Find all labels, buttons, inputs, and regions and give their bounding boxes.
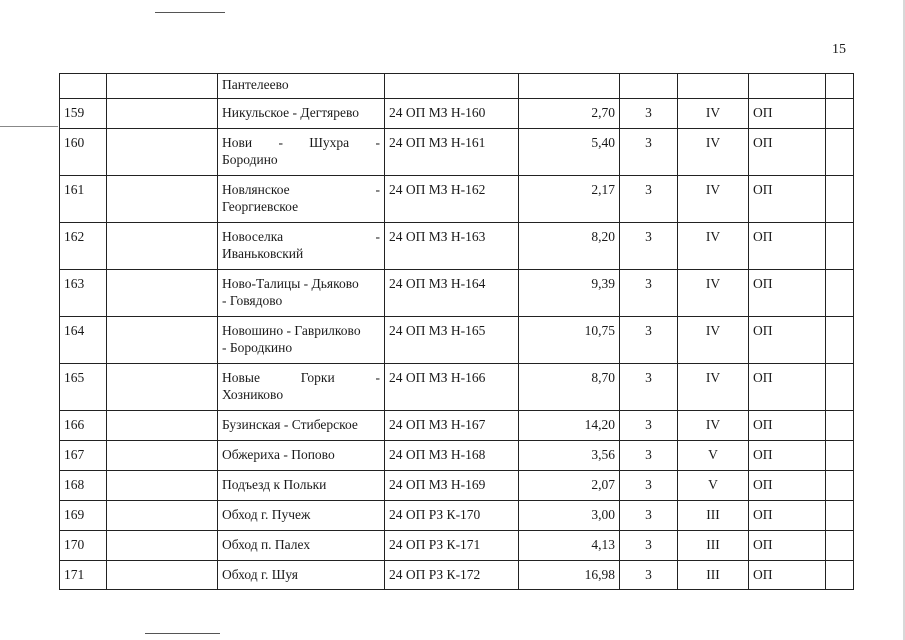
cell-road-name bbox=[218, 129, 385, 176]
road-name-line: Нови - Шухра - bbox=[222, 135, 380, 150]
cell-length: 9,39 bbox=[519, 270, 620, 317]
cell-type: ОП bbox=[749, 99, 826, 129]
cell-road-id: 24 ОП МЗ Н-165 bbox=[385, 317, 519, 364]
cell-class: V bbox=[678, 471, 749, 501]
cell-category: 3 bbox=[620, 223, 678, 270]
cell-type: ОП bbox=[749, 364, 826, 411]
cell-category: 3 bbox=[620, 364, 678, 411]
cell-blank bbox=[826, 270, 854, 317]
cell-category bbox=[620, 74, 678, 99]
cell-blank bbox=[107, 176, 218, 223]
cell-type: ОП bbox=[749, 176, 826, 223]
cell-category: 3 bbox=[620, 411, 678, 441]
cell-blank bbox=[826, 317, 854, 364]
table-row bbox=[60, 129, 854, 176]
road-name-line: Никульское - Дегтярево bbox=[222, 105, 360, 120]
scan-mark-bottom bbox=[145, 633, 220, 634]
cell-blank bbox=[107, 561, 218, 590]
table-row bbox=[60, 561, 854, 590]
cell-class: IV bbox=[678, 270, 749, 317]
road-name-line: Обжериха - Попово bbox=[222, 447, 335, 462]
cell-road-name: Пантелеево bbox=[218, 74, 385, 99]
cell-type: ОП bbox=[749, 270, 826, 317]
cell-blank bbox=[826, 441, 854, 471]
cell-category: 3 bbox=[620, 270, 678, 317]
cell-length: 2,70 bbox=[519, 99, 620, 129]
cell-type: ОП bbox=[749, 531, 826, 561]
table-row bbox=[60, 471, 854, 501]
cell-road-name bbox=[218, 531, 385, 561]
cell-type: ОП bbox=[749, 317, 826, 364]
cell-blank bbox=[107, 74, 218, 99]
cell-road-name bbox=[218, 471, 385, 501]
cell-road-id bbox=[385, 74, 519, 99]
scan-mark-left bbox=[0, 126, 58, 127]
cell-class: III bbox=[678, 501, 749, 531]
cell-road-id: 24 ОП РЗ К-170 bbox=[385, 501, 519, 531]
cell-road-name bbox=[218, 223, 385, 270]
cell-num: 168 bbox=[60, 471, 107, 501]
cell-category: 3 bbox=[620, 561, 678, 590]
cell-category: 3 bbox=[620, 441, 678, 471]
table-row bbox=[60, 223, 854, 270]
road-name-line: Новоселка - bbox=[222, 229, 380, 244]
cell-class: IV bbox=[678, 223, 749, 270]
cell-class: IV bbox=[678, 317, 749, 364]
cell-num: 165 bbox=[60, 364, 107, 411]
cell-blank bbox=[107, 129, 218, 176]
table-row bbox=[60, 74, 854, 99]
cell-class: IV bbox=[678, 99, 749, 129]
cell-blank bbox=[826, 129, 854, 176]
road-name-line: Бузинская - Стиберское bbox=[222, 417, 358, 432]
road-name-line: Обход г. Пучеж bbox=[222, 507, 311, 522]
cell-class: IV bbox=[678, 411, 749, 441]
cell-num: 163 bbox=[60, 270, 107, 317]
cell-road-id: 24 ОП МЗ Н-169 bbox=[385, 471, 519, 501]
cell-blank bbox=[826, 74, 854, 99]
table-row bbox=[60, 531, 854, 561]
road-name-line: Новошино - Гаврилково bbox=[222, 323, 361, 338]
cell-blank bbox=[107, 471, 218, 501]
cell-blank bbox=[826, 223, 854, 270]
cell-class: IV bbox=[678, 176, 749, 223]
cell-length: 3,00 bbox=[519, 501, 620, 531]
cell-blank bbox=[826, 501, 854, 531]
cell-num: 160 bbox=[60, 129, 107, 176]
cell-road-id: 24 ОП РЗ К-171 bbox=[385, 531, 519, 561]
cell-num: 167 bbox=[60, 441, 107, 471]
cell-blank bbox=[826, 411, 854, 441]
cell-blank bbox=[107, 441, 218, 471]
road-name-line: Новые Горки - bbox=[222, 370, 380, 385]
cell-road-name bbox=[218, 411, 385, 441]
cell-type: ОП bbox=[749, 441, 826, 471]
cell-type: ОП bbox=[749, 561, 826, 590]
cell-category: 3 bbox=[620, 531, 678, 561]
cell-blank bbox=[826, 99, 854, 129]
road-name-line: Обход г. Шуя bbox=[222, 567, 298, 582]
cell-road-name bbox=[218, 317, 385, 364]
road-name-line: Ново-Талицы - Дьяково bbox=[222, 276, 359, 291]
cell-road-id: 24 ОП МЗ Н-161 bbox=[385, 129, 519, 176]
cell-blank bbox=[107, 223, 218, 270]
table-row bbox=[60, 99, 854, 129]
cell-type: ОП bbox=[749, 129, 826, 176]
cell-road-id: 24 ОП МЗ Н-167 bbox=[385, 411, 519, 441]
cell-road-id: 24 ОП МЗ Н-162 bbox=[385, 176, 519, 223]
cell-length: 8,20 bbox=[519, 223, 620, 270]
cell-blank bbox=[826, 471, 854, 501]
cell-blank bbox=[826, 561, 854, 590]
road-register-table bbox=[59, 73, 854, 590]
cell-length: 14,20 bbox=[519, 411, 620, 441]
road-name-line: Подъезд к Польки bbox=[222, 477, 327, 492]
cell-category: 3 bbox=[620, 176, 678, 223]
cell-length: 2,07 bbox=[519, 471, 620, 501]
cell-type: ОП bbox=[749, 501, 826, 531]
cell-num: 166 bbox=[60, 411, 107, 441]
road-name-line: Георгиевское bbox=[222, 199, 299, 214]
cell-blank bbox=[107, 531, 218, 561]
cell-num: 164 bbox=[60, 317, 107, 364]
cell-category: 3 bbox=[620, 99, 678, 129]
cell-blank bbox=[826, 364, 854, 411]
cell-road-name bbox=[218, 441, 385, 471]
cell-class: IV bbox=[678, 364, 749, 411]
road-name-line: Обход п. Палех bbox=[222, 537, 311, 552]
scan-mark-top bbox=[155, 12, 225, 13]
cell-length: 10,75 bbox=[519, 317, 620, 364]
cell-category: 3 bbox=[620, 471, 678, 501]
cell-length: 4,13 bbox=[519, 531, 620, 561]
cell-type bbox=[749, 74, 826, 99]
cell-blank bbox=[107, 364, 218, 411]
road-name-line: Бородино bbox=[222, 152, 278, 167]
cell-blank bbox=[107, 99, 218, 129]
cell-category: 3 bbox=[620, 129, 678, 176]
page-number: 15 bbox=[832, 42, 846, 57]
cell-road-name bbox=[218, 99, 385, 129]
cell-type: ОП bbox=[749, 411, 826, 441]
cell-blank bbox=[107, 501, 218, 531]
road-name-line: Новлянское - bbox=[222, 182, 380, 197]
cell-length: 8,70 bbox=[519, 364, 620, 411]
cell-num: 162 bbox=[60, 223, 107, 270]
table-row bbox=[60, 270, 854, 317]
cell-category: 3 bbox=[620, 317, 678, 364]
cell-category: 3 bbox=[620, 501, 678, 531]
cell-length: 5,40 bbox=[519, 129, 620, 176]
cell-class: V bbox=[678, 441, 749, 471]
cell-class: IV bbox=[678, 129, 749, 176]
cell-class bbox=[678, 74, 749, 99]
cell-blank bbox=[107, 270, 218, 317]
cell-num: 161 bbox=[60, 176, 107, 223]
cell-blank bbox=[107, 411, 218, 441]
table-row bbox=[60, 176, 854, 223]
cell-num: 169 bbox=[60, 501, 107, 531]
road-name-line: - Бородкино bbox=[222, 340, 293, 355]
road-name-line: - Говядово bbox=[222, 293, 283, 308]
cell-length: 3,56 bbox=[519, 441, 620, 471]
cell-blank bbox=[826, 176, 854, 223]
road-name-line: Хозниково bbox=[222, 387, 284, 402]
cell-length bbox=[519, 74, 620, 99]
cell-num bbox=[60, 74, 107, 99]
table-row bbox=[60, 317, 854, 364]
cell-road-name bbox=[218, 561, 385, 590]
table-row bbox=[60, 411, 854, 441]
cell-road-name bbox=[218, 176, 385, 223]
cell-road-id: 24 ОП МЗ Н-166 bbox=[385, 364, 519, 411]
cell-type: ОП bbox=[749, 223, 826, 270]
road-name-line: Иваньковский bbox=[222, 246, 304, 261]
cell-num: 171 bbox=[60, 561, 107, 590]
cell-length: 2,17 bbox=[519, 176, 620, 223]
cell-road-id: 24 ОП МЗ Н-160 bbox=[385, 99, 519, 129]
cell-road-name bbox=[218, 270, 385, 317]
cell-road-id: 24 ОП МЗ Н-164 bbox=[385, 270, 519, 317]
cell-road-name bbox=[218, 501, 385, 531]
cell-road-id: 24 ОП РЗ К-172 bbox=[385, 561, 519, 590]
cell-road-id: 24 ОП МЗ Н-168 bbox=[385, 441, 519, 471]
cell-road-name bbox=[218, 364, 385, 411]
cell-road-id: 24 ОП МЗ Н-163 bbox=[385, 223, 519, 270]
cell-blank bbox=[826, 531, 854, 561]
cell-class: III bbox=[678, 531, 749, 561]
table-row bbox=[60, 501, 854, 531]
table-row bbox=[60, 364, 854, 411]
cell-length: 16,98 bbox=[519, 561, 620, 590]
cell-num: 170 bbox=[60, 531, 107, 561]
cell-class: III bbox=[678, 561, 749, 590]
table-row bbox=[60, 441, 854, 471]
cell-blank bbox=[107, 317, 218, 364]
cell-type: ОП bbox=[749, 471, 826, 501]
cell-num: 159 bbox=[60, 99, 107, 129]
